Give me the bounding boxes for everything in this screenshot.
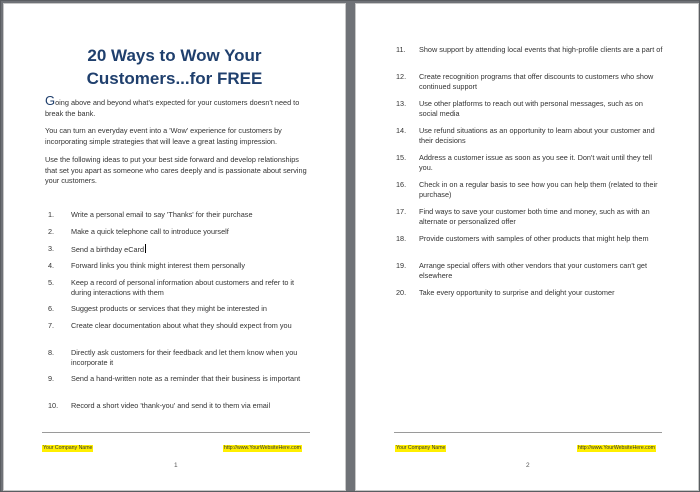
intro-paragraph-3: Use the following ideas to put your best side forward and develop relationships that set you apart as someone who cares deeply and is passionate about serving your customers. [45, 155, 307, 185]
intro-text-1: oing above and beyond what's expected for your customers doesn't need to break the bank. [45, 98, 300, 118]
page-2: 11. Show support by attending local events that high-profile clients are a part of 12. Create recognition programs that offer discounts to customers who show continued support 13. Use other platforms to reach out with personal messages, such as on social media 14. Use refund situations as an opportunity to learn about your customer and their decisions 15. Address a customer issue as soon as you see it. Don't wait until they tell you. 16. Check in on a regular basis to see how you can help them (related to their purchase) 17. Find ways to save your customer both time and money, such as with an alternate or personalized offer 18. Provide customers with samples of other products that might help them 19. Arrange special offers with other vendors that your customers can't get elsewhere 20. Take every opportunity to surprise and delight your customer Your Company Name http://www.YourWebsiteHere.com 2 [356, 4, 698, 490]
footer-company: Your Company Name [43, 445, 93, 451]
footer-website: http://www.YourWebsiteHere.com [578, 445, 655, 451]
drop-cap: G [45, 93, 56, 108]
footer-company: Your Company Name [396, 445, 446, 451]
footer-rule [394, 432, 662, 433]
page-number: 2 [526, 462, 530, 469]
page-1: 20 Ways to Wow Your Customers...for FREE Going above and beyond what's expected for your customers doesn't need to break the bank. You can turn an everyday event into a 'Wow' experience for customers by incorporating simple strategies that will leave a great lasting impression. Use the following ideas to put your best side forward and develop relationships that set you apart as someone who cares deeply and is passionate about serving your customers. 1. Write a personal email to say 'Thanks' for their purchase 2. Make a quick telephone call to introduce yourself 3. Send a birthday eCard 4. Forward links you think might interest them personally 5. Keep a record of personal information about customers and refer to it during interactions with them 6. Suggest products or services that they might be interested in 7. Create clear documentation about what they should expect from you 8. Directly ask customers for their feedback and let them know when you incorporate it 9. Send a hand-written note as a reminder that their business is important 10. Record a short video 'thank-you' and send it to them via email Your Company Name http://www.YourWebsiteHere.com 1 [4, 4, 345, 490]
intro-paragraph-1 [45, 93, 311, 119]
intro-paragraph-2: You can turn an everyday event into a 'Wow' experience for customers by incorporating simple strategies that will leave a great lasting impression. [45, 126, 282, 146]
footer-rule [42, 432, 310, 433]
text-cursor [145, 244, 146, 253]
page-number: 1 [174, 462, 178, 469]
title-line-1: 20 Ways to Wow Your [87, 46, 262, 65]
footer-website: http://www.YourWebsiteHere.com [224, 445, 301, 451]
title-line-2: Customers...for FREE [86, 69, 263, 88]
document-title [4, 44, 345, 90]
